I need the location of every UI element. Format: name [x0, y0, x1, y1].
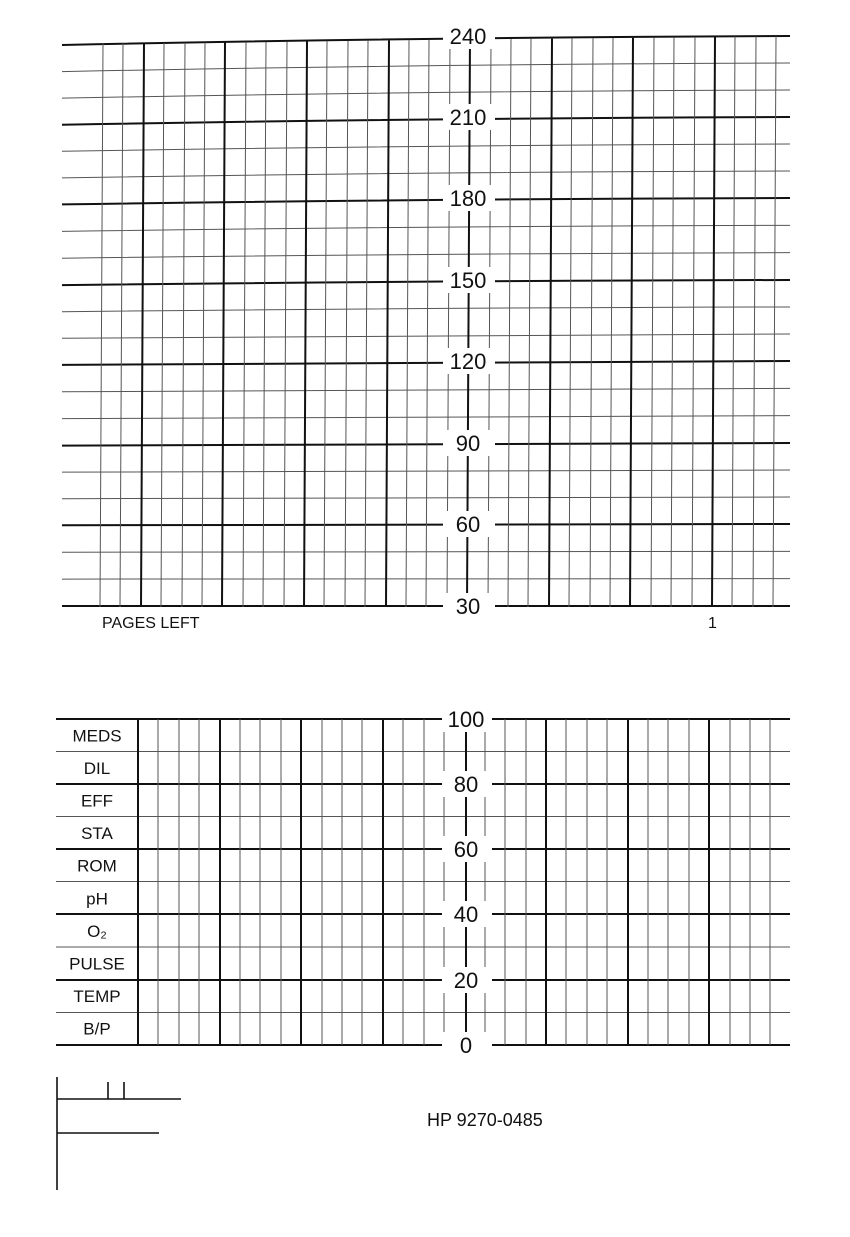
fhr-minor-vline	[569, 38, 572, 607]
fhr-minor-vline	[243, 42, 246, 607]
page-number: 1	[708, 615, 717, 632]
pages-left-label: PAGES LEFT	[102, 615, 200, 632]
fhr-minor-line	[62, 470, 790, 472]
fhr-scale-label: 120	[449, 349, 487, 374]
fhr-minor-line	[62, 63, 790, 72]
fhr-grid	[62, 36, 790, 607]
fhr-major-line	[62, 36, 790, 45]
fhr-minor-line	[62, 334, 790, 338]
fhr-minor-line	[62, 90, 790, 98]
uc-scale-label: 0	[459, 1033, 473, 1058]
fhr-minor-vline	[202, 43, 205, 607]
fhr-major-line	[62, 361, 790, 365]
fhr-major-vline	[141, 43, 144, 607]
fhr-minor-line	[62, 225, 790, 231]
fhr-minor-line	[62, 416, 790, 419]
fhr-major-vline	[304, 41, 307, 607]
fhr-major-vline	[222, 42, 225, 607]
fhr-scale-label: 90	[455, 431, 481, 456]
fhr-minor-vline	[508, 39, 511, 607]
fhr-minor-vline	[406, 40, 409, 607]
fhr-major-line	[62, 280, 790, 285]
fhr-minor-vline	[753, 36, 756, 607]
fhr-minor-vline	[284, 42, 287, 607]
fhr-major-vline	[712, 37, 715, 607]
fhr-minor-vline	[692, 37, 695, 607]
uc-row-label: PULSE	[69, 954, 125, 974]
fhr-minor-line	[62, 388, 790, 391]
fhr-minor-line	[62, 253, 790, 259]
corner-marks	[57, 1077, 181, 1190]
fhr-minor-vline	[528, 39, 531, 607]
fhr-minor-vline	[773, 36, 776, 607]
uc-row-labels	[69, 726, 125, 1038]
fhr-scale-label: 180	[449, 186, 487, 211]
uc-row-label: DIL	[83, 758, 111, 778]
uc-row-label: STA	[81, 824, 113, 844]
fhr-major-line	[62, 198, 790, 204]
fhr-major-line	[62, 443, 790, 446]
fhr-major-vline	[630, 38, 633, 607]
uc-row-label: MEDS	[72, 726, 122, 746]
uc-scale-label: 40	[453, 902, 479, 927]
fhr-minor-line	[62, 497, 790, 499]
fhr-minor-vline	[671, 37, 674, 607]
fhr-scale-label: 150	[449, 268, 487, 293]
fhr-scale-label: 210	[449, 105, 487, 130]
fhr-minor-line	[62, 307, 790, 312]
fhr-minor-vline	[651, 38, 654, 607]
fhr-scale-label: 240	[449, 24, 487, 49]
uc-row-label: O₂	[87, 921, 107, 941]
fhr-minor-vline	[100, 44, 103, 607]
fhr-major-vline	[386, 40, 389, 607]
fhr-minor-vline	[365, 41, 368, 607]
uc-scale-label: 60	[453, 837, 479, 862]
uc-grid	[56, 719, 790, 1045]
uc-scale-label: 20	[453, 968, 479, 993]
fhr-minor-vline	[161, 43, 164, 607]
fhr-major-vline	[549, 39, 552, 607]
fhr-minor-vline	[324, 41, 327, 607]
fhr-major-line	[62, 117, 790, 125]
fhr-minor-vline	[345, 41, 348, 607]
fhr-minor-vline	[182, 43, 185, 607]
fhr-scale-label: 60	[455, 512, 481, 537]
fhr-scale-label: 30	[455, 594, 481, 619]
uc-scale-label: 80	[453, 772, 479, 797]
uc-row-label: ROM	[77, 856, 117, 876]
fhr-minor-vline	[120, 43, 123, 607]
fhr-minor-vline	[610, 38, 613, 607]
uc-row-label: EFF	[80, 791, 114, 811]
fhr-minor-line	[62, 144, 790, 151]
fhr-minor-vline	[590, 38, 593, 607]
fhr-minor-vline	[732, 37, 735, 607]
uc-scale-label: 100	[447, 707, 485, 732]
uc-row-label: B/P	[83, 1019, 111, 1039]
uc-row-label: TEMP	[73, 987, 121, 1007]
uc-row-label: pH	[86, 889, 108, 909]
fhr-minor-vline	[263, 42, 266, 607]
form-number: HP 9270-0485	[427, 1110, 543, 1130]
fhr-minor-vline	[426, 40, 429, 607]
fhr-minor-line	[62, 171, 790, 178]
